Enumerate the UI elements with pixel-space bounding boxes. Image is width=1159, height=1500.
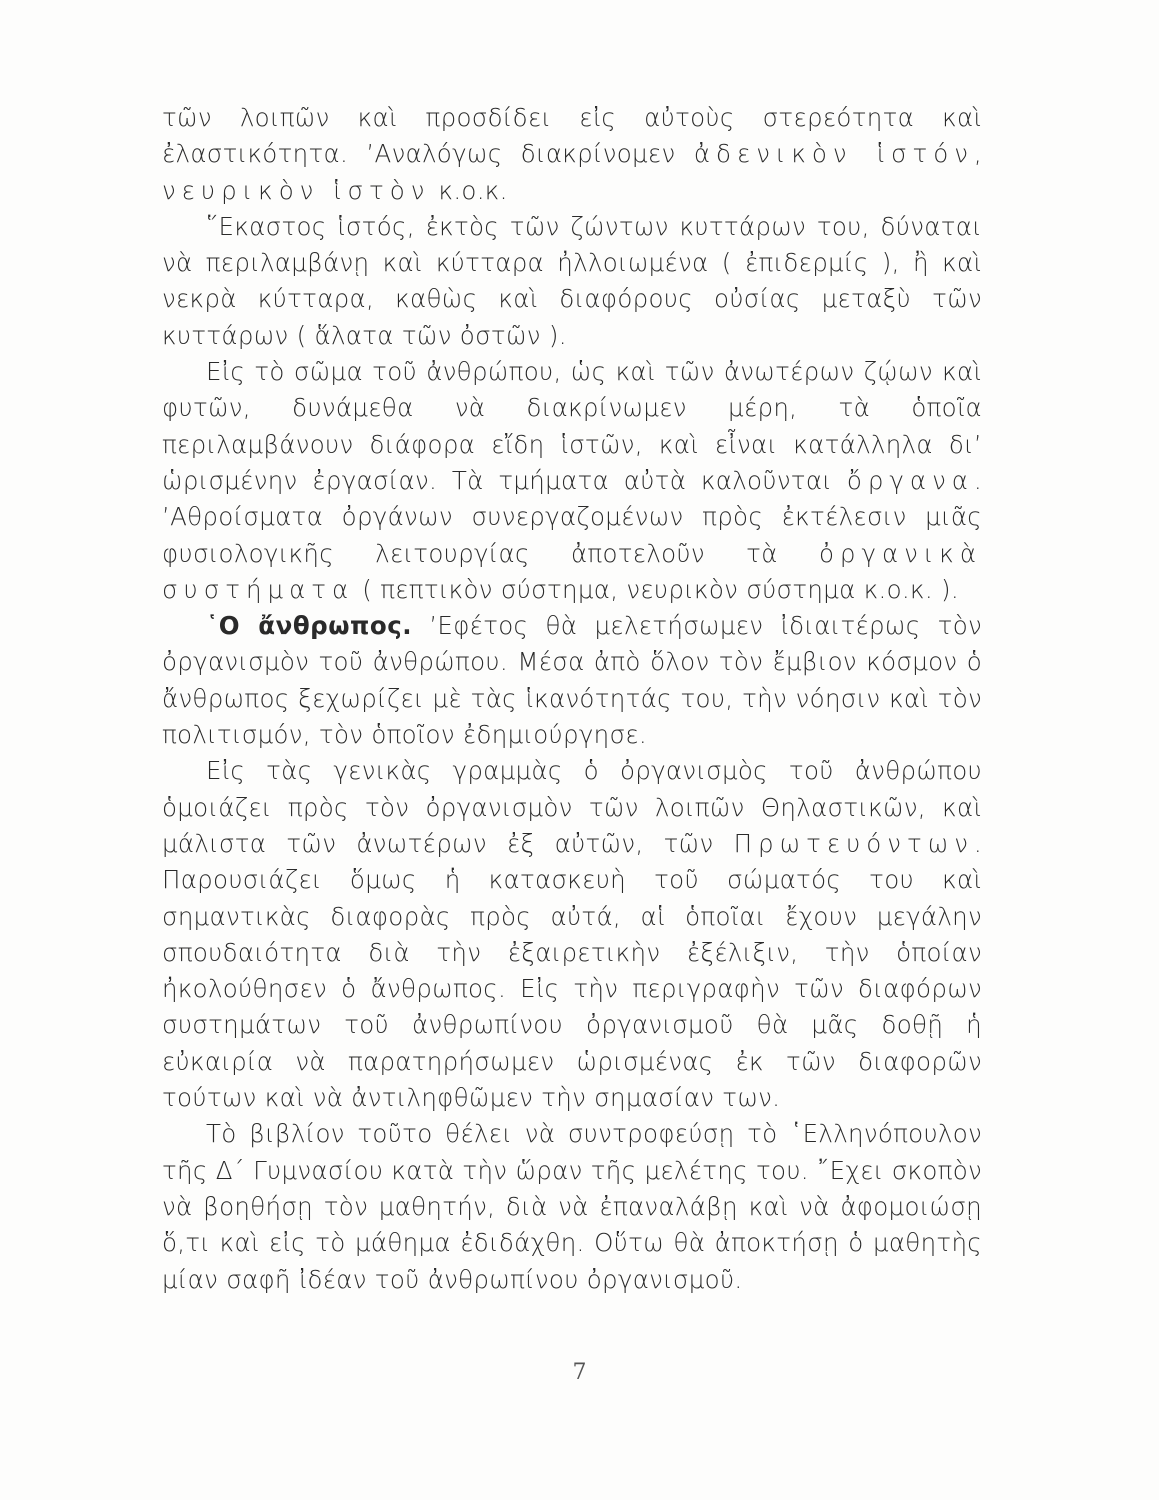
text-segment: . ’Αθροίσματα ὀργάνων συνεργαζομένων πρὸς ἐκτέλεσιν μιᾶς φυσιολογικῆς λειτουργίας ἀποτελοῦν τὰ [162,465,982,568]
spaced-term: νευρικὸν ἱστὸν [162,175,431,205]
body-text [162,100,982,1298]
paragraph-3 [162,354,982,608]
paragraph-2 [162,209,982,354]
paragraph-1 [162,100,982,209]
text-segment: ’Εφέτος θὰ μελετήσωμεν ἰδιαιτέρως τὸν ὀργανισμὸν τοῦ ἀνθρώπου. Μέσα ἀπὸ ὅλον τὸν ἔμβιον κόσμον ὁ ἄνθρωπος ξεχωρίζει μὲ τὰς ἱκανότητάς του, τὴν νόησιν καὶ τὸν πολιτισμόν, τὸν ὁποῖον ἐδημιούργησε. [162,611,982,750]
text-segment: κ.ο.κ. [430,175,508,205]
text-segment: , [973,139,982,169]
paragraph-5 [162,753,982,1116]
text-segment: Εἰς τὸ σῶμα τοῦ ἀνθρώπου, ὡς καὶ τῶν ἀνωτέρων ζῴων καὶ φυτῶν, δυνάμεθα νὰ διακρίνωμεν μέρη, τὰ ὁποῖα περιλαμβάνουν διάφορα εἴδη ἱστῶν, καὶ εἶναι κατάλληλα δι’ ὡρισμένην ἐργασίαν. Τὰ τμήματα αὐτὰ καλοῦνται [162,357,982,495]
page-number: 7 [572,1360,587,1385]
text-segment: Τὸ βιβλίον τοῦτο θέλει νὰ συντροφεύσῃ τὸ ῾Ελληνόπουλον τῆς Δ΄ Γυμνασίου κατὰ τὴν ὥραν τῆς μελέτης του. ῎Εχει σκοπὸν νὰ βοηθήσῃ τὸν μαθητήν, διὰ νὰ ἐπαναλάβῃ καὶ νὰ ἀφομοιώσῃ ὅ,τι καὶ εἰς τὸ μάθημα ἐδιδάχθη. Οὕτω θὰ ἀποκτήσῃ ὁ μαθητὴς μίαν σαφῆ ἰδέαν τοῦ ἀνθρωπίνου ὀργανισμοῦ. [162,1119,982,1294]
paragraph-4 [162,608,982,753]
text-segment: ( πεπτικὸν σύστημα, νευρικὸν σύστημα κ.ο.κ. ). [354,574,959,604]
text-segment: τῶν λοιπῶν καὶ προσδίδει εἰς αὐτοὺς στερεότητα καὶ ἐλαστικότητα. ’Αναλόγως διακρίνομεν [162,103,982,169]
text-segment: ῞Εκαστος ἱστός, ἐκτὸς τῶν ζώντων κυττάρων του, δύναται νὰ περιλαμβάνῃ καὶ κύτταρα ἠλλοιωμένα ( ἐπιδερμίς ), ἢ καὶ νεκρὰ κύτταρα, καθὼς καὶ διαφόρους οὐσίας μεταξὺ τῶν κυττάρων ( ἅλατα τῶν ὀστῶν ). [162,211,982,350]
paragraph-6 [162,1116,982,1297]
spaced-term: ἀδενικὸν ἱστόν [693,139,974,169]
spaced-term: ὀργανικὰ συστήματα [162,538,982,604]
text-segment: Εἰς τὰς γενικὰς γραμμὰς ὁ ὀργανισμὸς τοῦ ἀνθρώπου ὁμοιάζει πρὸς τὸν ὀργανισμὸν τῶν λοιπῶν Θηλαστικῶν, καὶ μάλιστα τῶν ἀνωτέρων ἐξ αὐτῶν, τῶν [162,756,982,858]
text-segment: . Παρουσιάζει ὅμως ἡ κατασκευὴ τοῦ σώματός του καὶ σημαντικὰς διαφορὰς πρὸς αὐτά, αἱ ὁποῖαι ἔχουν μεγάλην σπουδαιότητα διὰ τὴν ἐξαιρετικὴν ἐξέλιξιν, τὴν ὁποίαν ἠκολούθησεν ὁ ἄνθρωπος. Εἰς τὴν περιγραφὴν τῶν διαφόρων συστημάτων τοῦ ἀνθρωπίνου ὀργανισμοῦ θὰ μᾶς δοθῇ ἡ εὐκαιρία νὰ παρατηρήσωμεν ὡρισμένας ἐκ τῶν διαφορῶν τούτων καὶ νὰ ἀντιληφθῶμεν τὴν σημασίαν των. [162,828,982,1113]
spaced-term: ὄργανα [846,465,974,495]
section-heading: ῾Ο ἄνθρωπος. [206,611,413,641]
spaced-term: Πρωτευόντων [733,828,974,858]
